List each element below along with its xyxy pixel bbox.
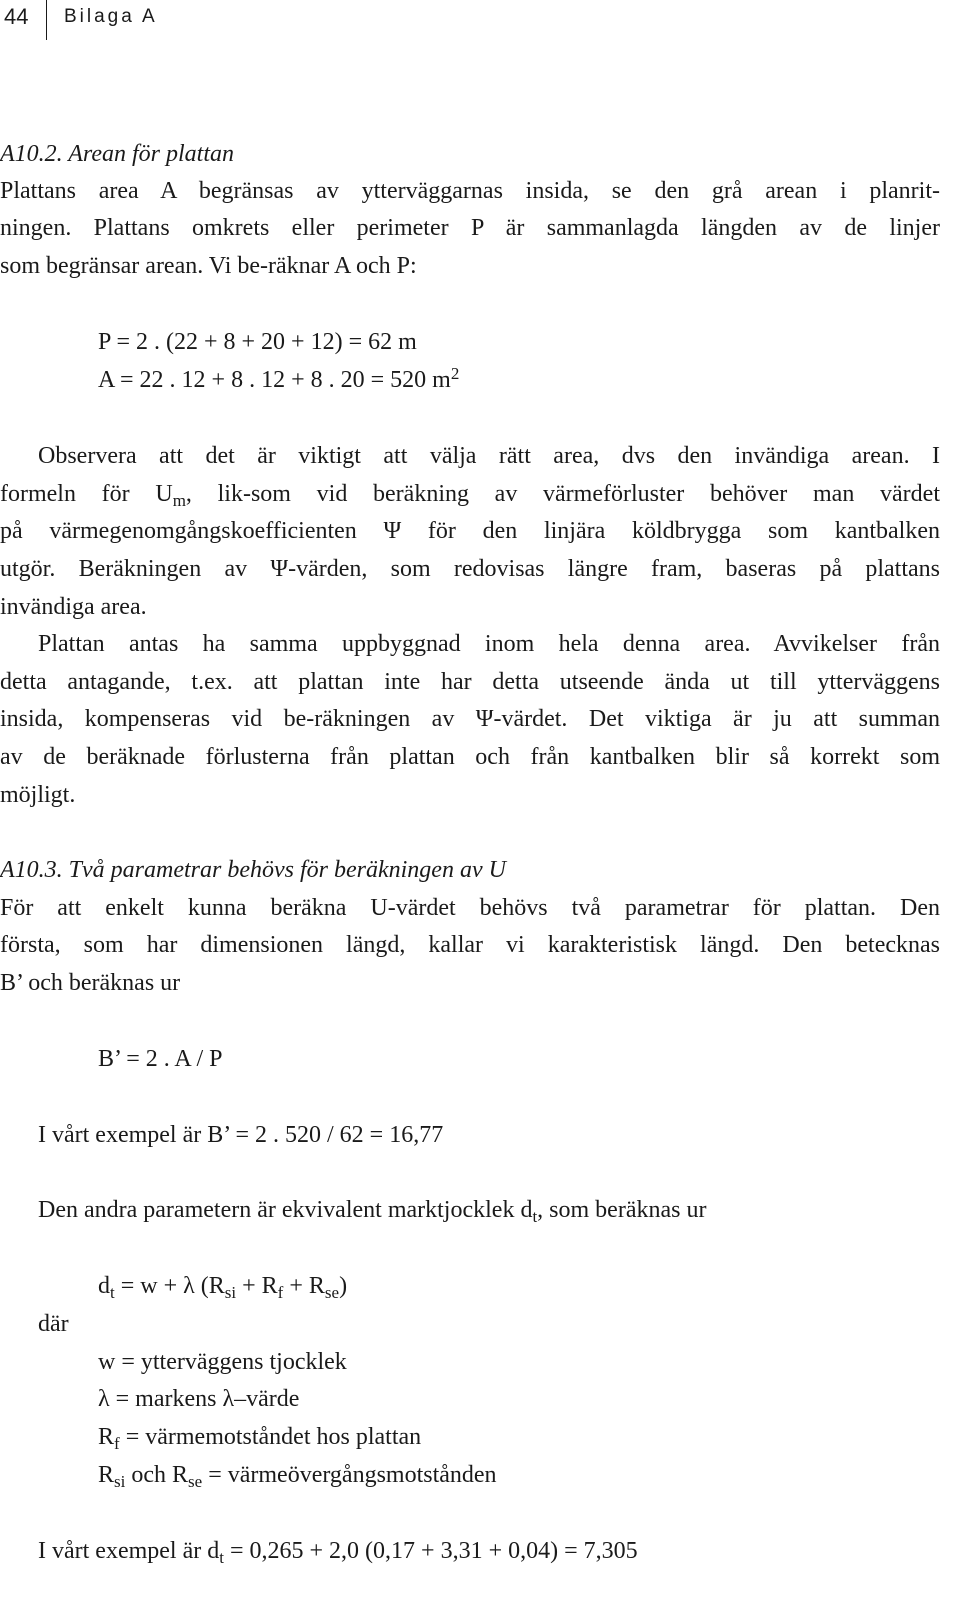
paragraph-line: detta antagande, t.ex. att plattan inte har detta utseende ända ut till ytterväggens: [0, 669, 940, 695]
paragraph-line: Plattan antas ha samma uppbyggnad inom hela denna area. Avvikelser från: [38, 631, 940, 657]
paragraph-line: på värmegenomgångskoefficienten Ψ för den linjära köldbrygga som kantbalken: [0, 518, 940, 544]
subscript: si: [224, 1283, 237, 1302]
paragraph-line: möjligt.: [0, 782, 76, 808]
paragraph-line: ningen. Plattans omkrets eller perimeter P är sammanlagda längden av de linjer: [0, 215, 940, 241]
paragraph-line: insida, kompenseras vid be-räkningen av Ψ-värdet. Det viktiga är ju att summan: [0, 706, 940, 732]
equation-area: [98, 365, 459, 395]
subscript: t: [110, 1283, 115, 1302]
equation-perimeter: P = 2 . (22 + 8 + 20 + 12) = 62 m: [98, 329, 417, 355]
page-header: [0, 0, 960, 40]
text-span: formeln för U: [0, 481, 173, 507]
text-span: R: [98, 1462, 115, 1488]
equation-b-prime: B’ = 2 . A / P: [98, 1046, 223, 1072]
paragraph-line: För att enkelt kunna beräkna U-värdet behövs två parametrar för plattan. Den: [0, 895, 940, 921]
paragraph-line: första, som har dimensionen längd, kallar vi karakteristisk längd. Den betecknas: [0, 932, 940, 958]
paragraph-line: invändiga area.: [0, 594, 147, 620]
subscript: f: [114, 1434, 120, 1453]
equation-dt: [98, 1271, 347, 1301]
running-title: Bilaga A: [64, 6, 158, 27]
text-span: d: [98, 1273, 110, 1299]
example-dt: [38, 1536, 638, 1566]
definition-lambda: λ = markens λ–värde: [98, 1386, 300, 1412]
subscript: t: [219, 1548, 224, 1567]
text-span: = w + λ (R: [114, 1273, 225, 1299]
definition-rsi-rse: [98, 1460, 497, 1490]
subscript: si: [114, 1472, 126, 1491]
paragraph-line: [0, 479, 940, 509]
text-span: ): [339, 1273, 348, 1299]
text-span: I vårt exempel är d: [38, 1538, 220, 1564]
equation-area-text: A = 22 . 12 + 8 . 12 + 8 . 20 = 520 m: [98, 367, 451, 393]
equation-area-exponent: 2: [450, 364, 460, 383]
text-span: + R: [236, 1273, 278, 1299]
text-span: R: [98, 1424, 115, 1450]
section-heading-a10-2: A10.2. Arean för plattan: [0, 141, 234, 167]
text-span: Den andra parametern är ekvivalent marktjocklek d: [38, 1197, 533, 1223]
definition-rf: [98, 1422, 421, 1452]
page-number: 44: [4, 4, 29, 29]
example-b-prime: I vårt exempel är B’ = 2 . 520 / 62 = 16,77: [38, 1122, 444, 1148]
text-span: = 0,265 + 2,0 (0,17 + 3,31 + 0,04) = 7,305: [223, 1538, 638, 1564]
paragraph-line: Observera att det är viktigt att välja rätt area, dvs den invändiga arean. I: [38, 443, 940, 469]
text-span: = värmeövergångsmotstånden: [202, 1462, 497, 1488]
paragraph-line: utgör. Beräkningen av Ψ-värden, som redovisas längre fram, baseras på plattans: [0, 556, 940, 582]
text-span: och R: [125, 1462, 189, 1488]
subscript: se: [188, 1472, 203, 1491]
header-divider: [46, 0, 47, 40]
paragraph-line: [38, 1195, 706, 1225]
where-label: där: [38, 1311, 69, 1337]
section-heading-a10-3: A10.3. Två parametrar behövs för beräkningen av U: [0, 857, 506, 883]
paragraph-line: B’ och beräknas ur: [0, 970, 181, 996]
paragraph-line: som begränsar arean. Vi be-räknar A och P:: [0, 253, 417, 279]
subscript: m: [172, 491, 186, 510]
subscript: se: [324, 1283, 340, 1302]
definition-w: w = ytterväggens tjocklek: [98, 1349, 347, 1375]
paragraph-line: av de beräknade förlusterna från plattan och från kantbalken blir så korrekt som: [0, 744, 940, 770]
text-span: + R: [283, 1273, 325, 1299]
text-span: = värmemotståndet hos plattan: [119, 1424, 422, 1450]
paragraph-line: Plattans area A begränsas av ytterväggarnas insida, se den grå arean i planrit-: [0, 178, 940, 204]
subscript: t: [532, 1207, 538, 1226]
subscript: f: [277, 1283, 284, 1302]
text-span: , som beräknas ur: [537, 1197, 707, 1223]
text-span: , lik-som vid beräkning av värmeförluster behöver man värdet: [185, 481, 940, 507]
